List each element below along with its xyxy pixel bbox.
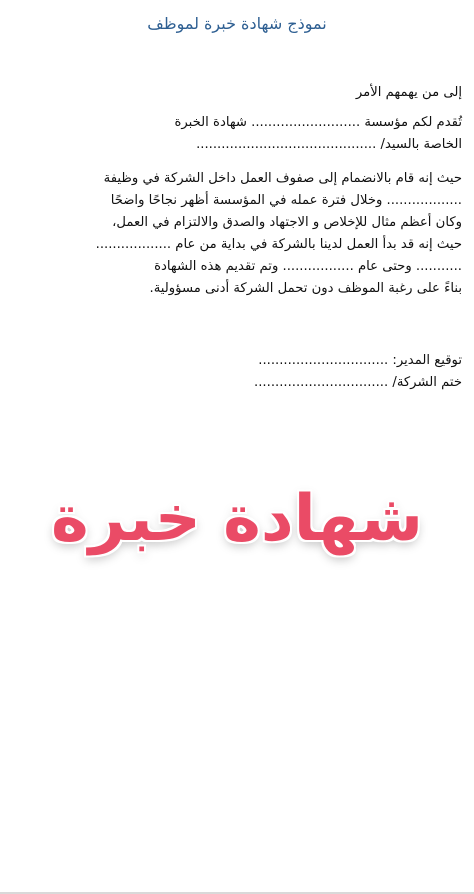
body-line-2: .................. وخلال فترة عمله في المؤسسة أظهر نجاحًا واضحًا (110, 193, 462, 208)
company-stamp-line: ختم الشركة/ ................................ (254, 375, 462, 390)
page-title: نموذج شهادة خبرة لموظف (147, 14, 327, 33)
body-line-1: حيث إنه قام بالانضمام إلى صفوف العمل داخل الشركة في وظيفة (103, 171, 462, 186)
headline-stamp-text: شهادة خبرة (51, 482, 423, 556)
body-line-3: وكان أعظم مثال للإخلاص و الاجتهاد والصدق والالتزام في العمل، (112, 215, 462, 230)
salutation-line: إلى من يهمهم الأمر (355, 85, 462, 100)
body-line-5: ........... وحتى عام ................. وتم تقديم هذه الشهادة (154, 259, 462, 274)
body-line-6: بناءً على رغبة الموظف دون تحمل الشركة أدنى مسؤولية. (149, 281, 462, 296)
body-line-4: حيث إنه قد بدأ العمل لدينا بالشركة في بداية من عام .................. (95, 237, 462, 252)
headline-stamp (0, 474, 474, 564)
intro-line-1: تُقدم لكم مؤسسة .......................... شهادة الخبرة (174, 115, 462, 130)
letter-body (14, 82, 462, 394)
manager-signature-line: توقيع المدير: ............................... (258, 353, 462, 368)
intro-line-2: الخاصة بالسيد/ ........................................... (196, 137, 462, 152)
